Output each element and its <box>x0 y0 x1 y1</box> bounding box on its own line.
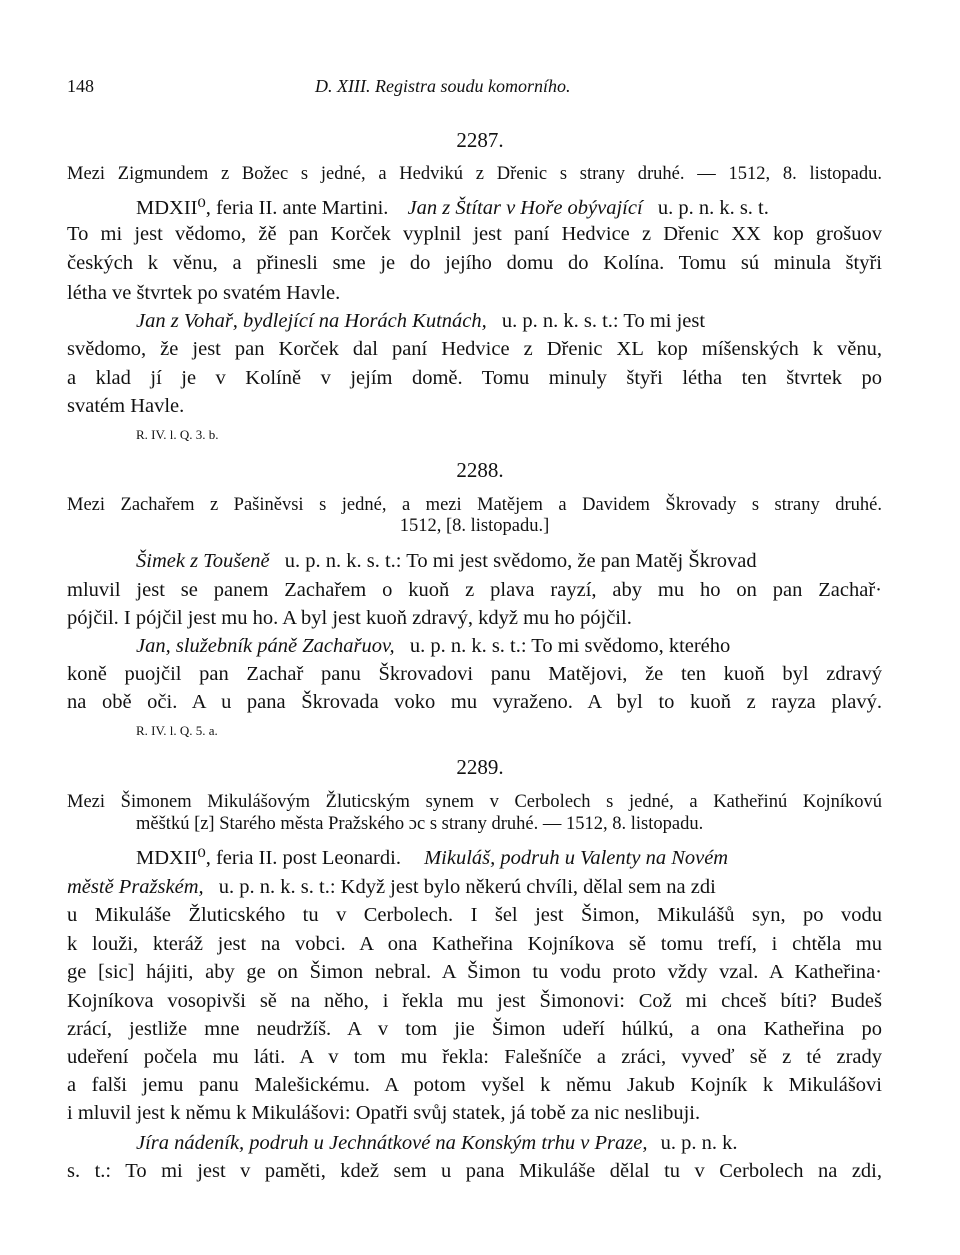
entry-line: svatém Havle. <box>67 395 185 417</box>
entry-heading: Mezi Zachařem z Pašiněvsi s jedné, a mezi Matějem a Davidem Škrovady s strany druhé. <box>67 495 882 515</box>
date-line: MDXII⁰, feria II. post Leonardi. <box>136 847 401 869</box>
entry-line: k louži, kteráž jest na vobci. A ona Katheřina Kojníkova sě tomu trefí, i chtěla mu <box>67 933 882 955</box>
oath-formula: u. p. n. k. s. t.: Když jest bylo někerú chvíli, dělal sem na zdi <box>218 876 716 898</box>
entry-number: 2287. <box>456 128 504 152</box>
witness-name: Jan z Vohař, bydlející na Horách Kutnách, <box>136 310 487 332</box>
entry-number: 2288. <box>456 458 504 482</box>
entry-heading-cont: měštkú [z] Starého města Pražského ɔc s strany druhé. — 1512, 8. listopadu. <box>136 814 704 834</box>
entry-line: u Mikuláše Žluticského tu v Cerbolech. I šel jest Šimon, Mikulášů syn, po vodu <box>67 904 882 926</box>
oath-formula: u. p. n. k. s. t.: To mi jest svědomo, že pan Matěj Škrovad <box>284 550 757 572</box>
oath-formula: u. p. n. k. s. t. <box>657 197 769 219</box>
entry-heading: Mezi Šimonem Mikulášovým Žluticským synem v Cerbolech s jedné, a Katheřinú Kojníkovú <box>67 792 882 812</box>
witness-name-cont: městě Pražském, <box>67 876 204 898</box>
witness-name: Šimek z Toušeně <box>136 550 270 572</box>
entry-line: létha ve štvrtek po svatém Havle. <box>67 282 341 304</box>
entry-line: To mi jest vědomo, žě pan Korček vyplnil jest paní Hedvice z Dřenic XX kop grošuov <box>67 223 882 245</box>
entry-line <box>136 548 882 574</box>
oath-formula: u. p. n. k. <box>660 1132 738 1154</box>
running-header <box>0 76 960 100</box>
entry-line <box>67 874 882 900</box>
oath-formula: u. p. n. k. s. t.: To mi jest <box>501 310 706 332</box>
entry-line <box>136 845 882 871</box>
entry-line <box>136 633 882 659</box>
witness-name: Jíra nádeník, podruh u Jechnátkové na Konským trhu v Praze, <box>136 1132 648 1154</box>
entry-line: s. t.: To mi jest v paměti, kdež sem u pana Mikuláše dělal tu v Cerbolech na zdi, <box>67 1160 882 1182</box>
witness-name: Jan z Štítar v Hoře obývající <box>407 197 643 219</box>
entry-date: 1512, [8. listopadu.] <box>399 516 550 536</box>
entry-line: i mluvil jest k němu k Mikulášovi: Opatři svůj statek, já tobě za nic neslibuji. <box>67 1102 701 1124</box>
running-title: D. XIII. Registra soudu komorního. <box>315 76 571 96</box>
entry-line: na obě oči. A u pana Škrovada voko mu vyraženo. A byl to kuoň z rayza plavý. <box>67 691 882 713</box>
entry-line <box>136 1130 882 1156</box>
entry-line: Kojníkova vosopivši sě na něho, i řekla mu jest Šimonovi: Což mi chceš bíti? Budeš <box>67 990 882 1012</box>
entry-line: mluvil jest se panem Zachařem o kuoň z plava rayzí, aby mu ho on pan Zachař· <box>67 579 882 601</box>
entry-line: svědomo, že jest pan Korček dal paní Hedvice z Dřenic XL kop míšenských k věnu, <box>67 338 882 360</box>
entry-line: a falši jemu panu Malešickému. A potom vyšel k němu Jakub Kojník k Mikulášovi <box>67 1074 882 1096</box>
oath-formula: u. p. n. k. s. t.: To mi svědomo, kterého <box>409 635 731 657</box>
archive-reference: R. IV. l. Q. 3. b. <box>136 427 219 442</box>
entry-heading: Mezi Zigmundem z Božec s jedné, a Hedvikú z Dřenic s strany druhé. — 1512, 8. listopadu. <box>67 164 882 184</box>
entry-line: pójčil. I pójčil jest mu ho. A byl jest kuoň zdravý, když mu ho pójčil. <box>67 607 632 629</box>
entry-number: 2289. <box>456 755 504 779</box>
entry-line: ge [sic] hájiti, aby ge on Šimon nebral. A Šimon tu vodu proto vždy vzal. A Katheřina· <box>67 961 882 983</box>
entry-line: zrácí, jestliže mne neudržíš. A v tom jie Šimon udeří húlkú, a ona Katheřina po <box>67 1018 882 1040</box>
date-line: MDXII⁰, feria II. ante Martini. <box>136 197 389 219</box>
entry-line: českých k věnu, a přinesli sme je do jejího domu do Kolína. Tomu sú minula štyři <box>67 252 882 274</box>
entry-line: koně puojčil pan Zachař panu Škrovadovi panu Matějovi, že ten kuoň byl zdravý <box>67 663 882 685</box>
entry-line <box>136 195 882 221</box>
witness-name: Jan, služebník páně Zachařuov, <box>136 635 395 657</box>
witness-name: Mikuláš, podruh u Valenty na Novém <box>424 847 729 869</box>
entry-line: a klad jí je v Kolíně v jejím domě. Tomu minuly štyři létha ten štvrtek po <box>67 367 882 389</box>
page-number: 148 <box>67 76 94 96</box>
archive-reference: R. IV. l. Q. 5. a. <box>136 723 218 738</box>
entry-line <box>136 308 882 334</box>
entry-line: udeření počela mu láti. A v tom mu řekla: Falešníče a zráci, vyveď sě z té zrady <box>67 1046 882 1068</box>
